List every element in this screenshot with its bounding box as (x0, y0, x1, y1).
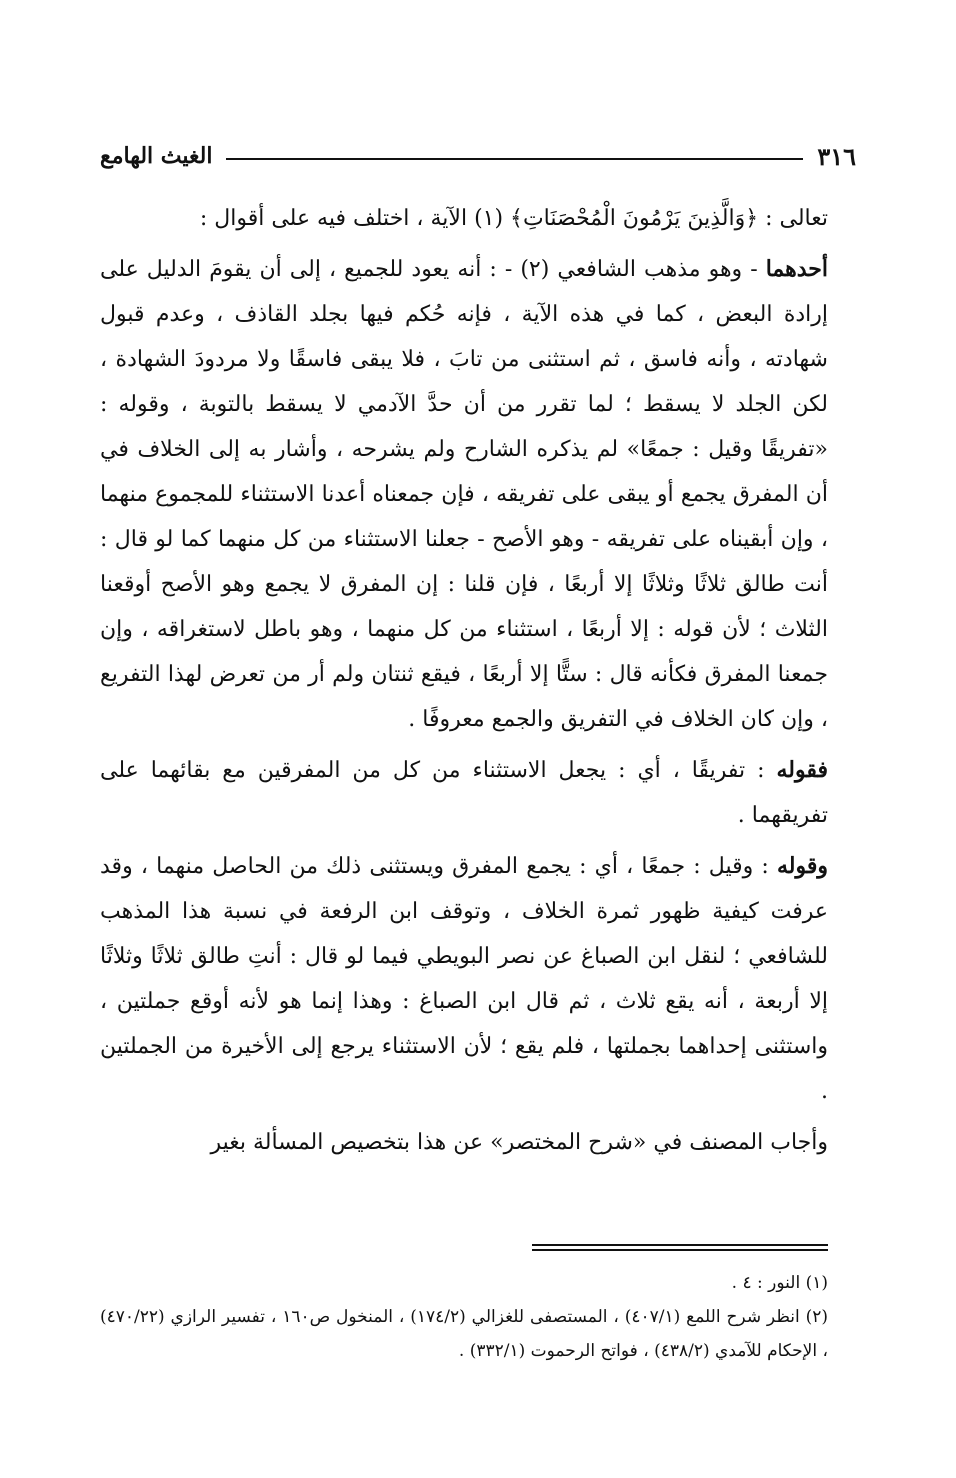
page-header (100, 138, 856, 174)
footnote-separator (532, 1244, 828, 1251)
paragraph-first-opinion (100, 247, 828, 742)
paragraph-text: : تفريقًا ، أي : يجعل الاستثناء من كل من المفرقين مع بقائهما على تفريقهما . (100, 758, 828, 828)
lead-word: فقوله (776, 757, 828, 783)
paragraph-answer: وأجاب المصنف في «شرح المختصر» عن هذا بتخصيص المسألة بغير (210, 1130, 828, 1155)
footnote-2: (٢) انظر شرح اللمع (٤٠٧/١) ، المستصفى للغزالي (١٧٤/٢) ، المنخول ص١٦٠ ، تفسير الرازي (٤٧٠/٢٢) ، الإحكام للآمدي (٤٣٨/٢) ، فواتح الرحموت (٣٣٢/١) . (100, 1307, 829, 1361)
paragraph-jam (100, 844, 828, 1114)
paragraph-text: - وهو مذهب الشافعي (٢) - : أنه يعود للجميع ، إلى أن يقومَ الدليل على إرادة البعض ، كما في هذه الآية ، فإنه حُكم فيها بجلد القاذف ، وعدم قبول شهادته ، وأنه فاسق ، ثم استثنى من تابَ ، فلا يبقى فاسقًا ولا مردودَ الشهادة ، لكن الجلد لا يسقط ؛ لما تقرر من أن حدَّ الآدمي لا يسقط بالتوبة ، وقوله : «تفريقًا وقيل : جمعًا» لم يذكره الشارح ولم يشرحه ، وأشار به إلى الخلاف في أن المفرق يجمع أو يبقى على تفريقه ، فإن جمعناه أعدنا الاستثناء للمجموع منهما ، وإن أبقيناه على تفريقه - وهو الأصح - جعلنا الاستثناء من كل منهما كما لو قال : أنت طالق ثلاثًا وثلاثًا إلا أربعًا ، فإن قلنا : إن المفرق لا يجمع وهو الأصح أوقعنا الثلاث ؛ لأن قوله : إلا أربعًا ، استثناء من كل منهما ، وهو باطل لاستغراقه ، وإن جمعنا المفرق فكأنه قال : ستًّا إلا أربعًا ، فيقع ثنتان ولم أر من تعرض لهذا التفريع ، وإن كان الخلاف في التفريق والجمع معروفًا . (100, 257, 828, 732)
paragraph-text: : وقيل : جمعًا ، أي : يجمع المفرق ويستثنى ذلك من الحاصل منهما ، وقد عرفت كيفية ظهور ثمرة الخلاف ، وتوقف ابن الرفعة في نسبة هذا المذهب للشافعي ؛ لنقل ابن الصباغ عن نصر البويطي فيما لو قال : أنتِ طالق ثلاثًا وثلاثًا إلا أربعة ، أنه يقع ثلاث ، ثم قال ابن الصباغ : وهذا إنما هو لأنه أوقع جملتين ، واستثنى إحداهما بجملتها ، فلم يقع ؛ لأن الاستثناء يرجع إلى الأخيرة من الجملتين . (100, 854, 828, 1104)
paragraph-tafriq (100, 748, 828, 838)
paragraph-intro: تعالى : ﴿وَالَّذِينَ يَرْمُونَ الْمُحْصَنَاتِ﴾ (١) الآية ، اختلف فيه على أقوال : (199, 206, 828, 231)
footnotes (100, 1266, 828, 1368)
lead-word: وقوله (776, 853, 828, 879)
footnote-1: (١) النور : ٤ . (731, 1273, 828, 1293)
header-rule (226, 158, 803, 160)
page-number: ٣١٦ (817, 141, 856, 171)
main-text (100, 196, 828, 1171)
lead-word: أحدهما (765, 256, 828, 282)
running-title: الغيث الهامع (100, 143, 213, 169)
